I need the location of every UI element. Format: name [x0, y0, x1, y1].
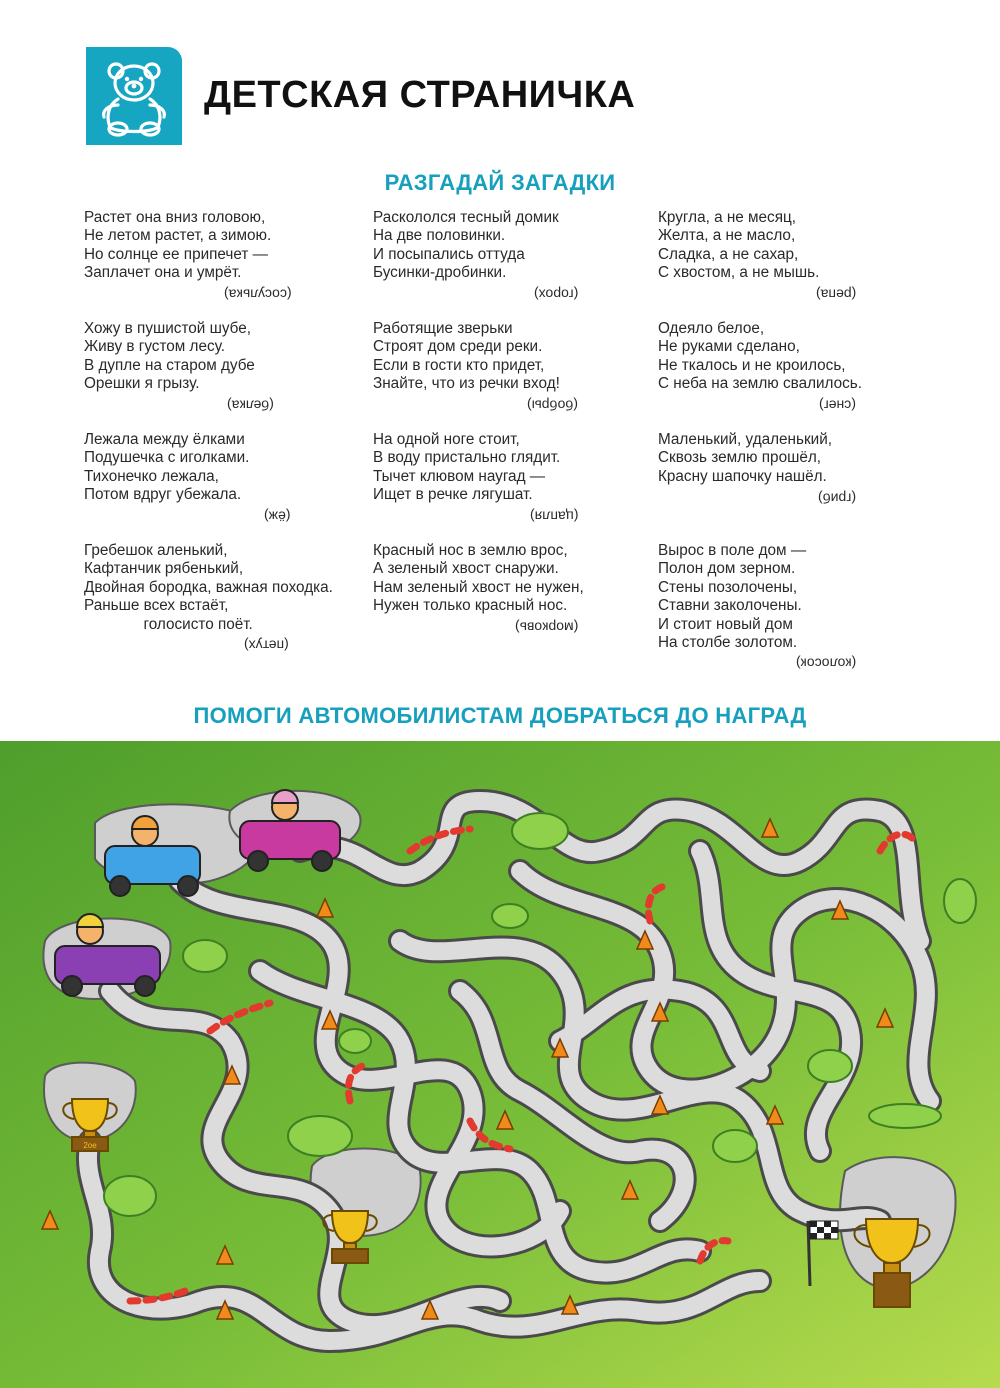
riddle-line: Раскололся тесный домик — [373, 209, 559, 226]
riddle-line: В воду пристально глядит. — [373, 449, 561, 467]
riddle-line: Одеяло белое, — [658, 320, 765, 337]
riddle-line: Кафтанчик рябенький, — [84, 560, 244, 578]
riddle-line: В дупле на старом дубе — [84, 356, 255, 374]
teddy-bear-icon — [94, 55, 174, 137]
riddle-answer-upside-down: (снег) — [819, 397, 856, 414]
riddle-line: Но солнце ее припечет — — [84, 245, 268, 263]
riddle-answer-upside-down: (цапля) — [529, 508, 578, 525]
riddle-line: Орешки я грызу. — [84, 375, 200, 393]
riddle-line: На две половинки. — [373, 227, 506, 245]
riddle-answer-upside-down: (горох) — [533, 286, 578, 303]
riddle-block — [658, 431, 856, 507]
riddle-line: Работящие зверьки — [373, 320, 513, 337]
riddle-line: Потом вдруг убежала. — [84, 486, 242, 504]
riddle-block — [658, 209, 856, 303]
riddle-block — [373, 320, 578, 414]
riddle-answer-upside-down: (гриб) — [817, 490, 856, 507]
riddle-line: Не летом растет, а зимою. — [84, 227, 272, 245]
riddle-line: Ищет в речке лягушат. — [373, 486, 533, 504]
riddle-line: Вырос в поле дом — — [658, 542, 807, 559]
riddle-block — [84, 431, 290, 525]
riddle-line: Строят дом среди реки. — [373, 338, 543, 356]
riddle-line: голосисто поёт. — [84, 615, 253, 633]
riddle-line: Красну шапочку нашёл. — [658, 467, 827, 485]
riddle-line: Красный нос в землю врос, — [373, 542, 568, 559]
riddle-answer-upside-down: (бобры) — [527, 397, 578, 414]
riddle-line: Подушечка с иголками. — [84, 449, 250, 467]
riddle-answer-upside-down: (белка) — [227, 397, 274, 414]
riddle-answer-upside-down: (колосок) — [795, 655, 856, 672]
riddle-line: Лежала между ёлками — [84, 431, 245, 448]
riddle-line: Хожу в пушистой шубе, — [84, 320, 252, 337]
riddles-title: РАЗГАДАЙ ЗАГАДКИ — [384, 170, 616, 195]
riddle-line: На столбе золотом. — [658, 634, 798, 652]
bush — [492, 904, 528, 928]
maze-illustration — [0, 741, 1000, 1388]
bush — [944, 879, 976, 923]
bush — [183, 940, 227, 972]
riddle-line: На одной ноге стоит, — [373, 431, 520, 448]
bush — [869, 1104, 941, 1128]
riddle-line: С хвостом, а не мышь. — [658, 264, 820, 282]
riddle-block — [84, 209, 292, 303]
riddle-line: Сладка, а не сахар, — [658, 245, 799, 263]
riddle-line: Бусинки-дробинки. — [373, 264, 507, 282]
riddle-line: Тихонечко лежала, — [84, 467, 219, 485]
bush — [288, 1116, 352, 1156]
riddle-line: Знайте, что из речки вход! — [373, 375, 560, 393]
page-title: ДЕТСКАЯ СТРАНИЧКА — [204, 74, 636, 116]
riddle-line: Маленький, удаленький, — [658, 431, 833, 448]
riddle-line: Тычет клювом наугад — — [373, 467, 546, 485]
riddle-line: Если в гости кто придет, — [373, 356, 545, 374]
riddle-line: И стоит новый дом — [658, 615, 793, 633]
riddle-answer-upside-down: (морковь) — [514, 619, 578, 636]
riddle-line: А зеленый хвост снаружи. — [373, 560, 559, 578]
riddle-line: Раньше всех встаёт, — [84, 597, 229, 615]
riddle-answer-upside-down: (сосулька) — [224, 286, 292, 303]
riddle-line: Желта, а не масло, — [658, 227, 796, 245]
riddle-block — [373, 542, 584, 636]
riddle-line: Нам зеленый хвост не нужен, — [373, 578, 584, 596]
bush — [339, 1029, 371, 1053]
riddle-line: Сквозь землю прошёл, — [658, 449, 822, 467]
riddle-answer-upside-down: (петух) — [244, 637, 289, 654]
riddle-line: Нужен только красный нос. — [373, 597, 568, 615]
riddle-line: И посыпались оттуда — [373, 245, 525, 263]
bush — [512, 813, 568, 849]
riddle-line: Кругла, а не месяц, — [658, 209, 797, 226]
riddle-block — [658, 320, 863, 414]
riddle-line: Стены позолочены, — [658, 578, 798, 596]
riddle-answer-upside-down: (ёж) — [263, 508, 290, 525]
riddle-line: Заплачет она и умрёт. — [84, 264, 242, 282]
riddle-line: Двойная бородка, важная походка. — [84, 578, 333, 596]
bush — [808, 1050, 852, 1082]
riddle-line: Растет она вниз головою, — [84, 209, 266, 226]
riddle-line: Не руками сделано, — [658, 338, 800, 356]
riddle-block — [373, 209, 578, 303]
logo-badge — [86, 47, 182, 145]
riddle-block — [658, 542, 856, 672]
riddle-line: Ставни заколочены. — [658, 597, 802, 615]
riddle-line: Гребешок аленький, — [84, 542, 228, 559]
riddle-block — [373, 431, 578, 525]
bush — [713, 1130, 757, 1162]
riddle-line: Живу в густом лесу. — [84, 338, 225, 356]
riddle-block — [84, 320, 274, 414]
riddle-answer-upside-down: (репа) — [815, 286, 856, 303]
bush — [104, 1176, 156, 1216]
riddle-block — [84, 542, 333, 654]
riddle-line: С неба на землю свалилось. — [658, 375, 863, 393]
riddle-line: Полон дом зерном. — [658, 560, 796, 578]
maze-title: ПОМОГИ АВТОМОБИЛИСТАМ ДОБРАТЬСЯ ДО НАГРАД — [193, 703, 807, 728]
trophy-plate: 2ое — [83, 1141, 97, 1150]
riddle-line: Не ткалось и не кроилось, — [658, 356, 846, 374]
